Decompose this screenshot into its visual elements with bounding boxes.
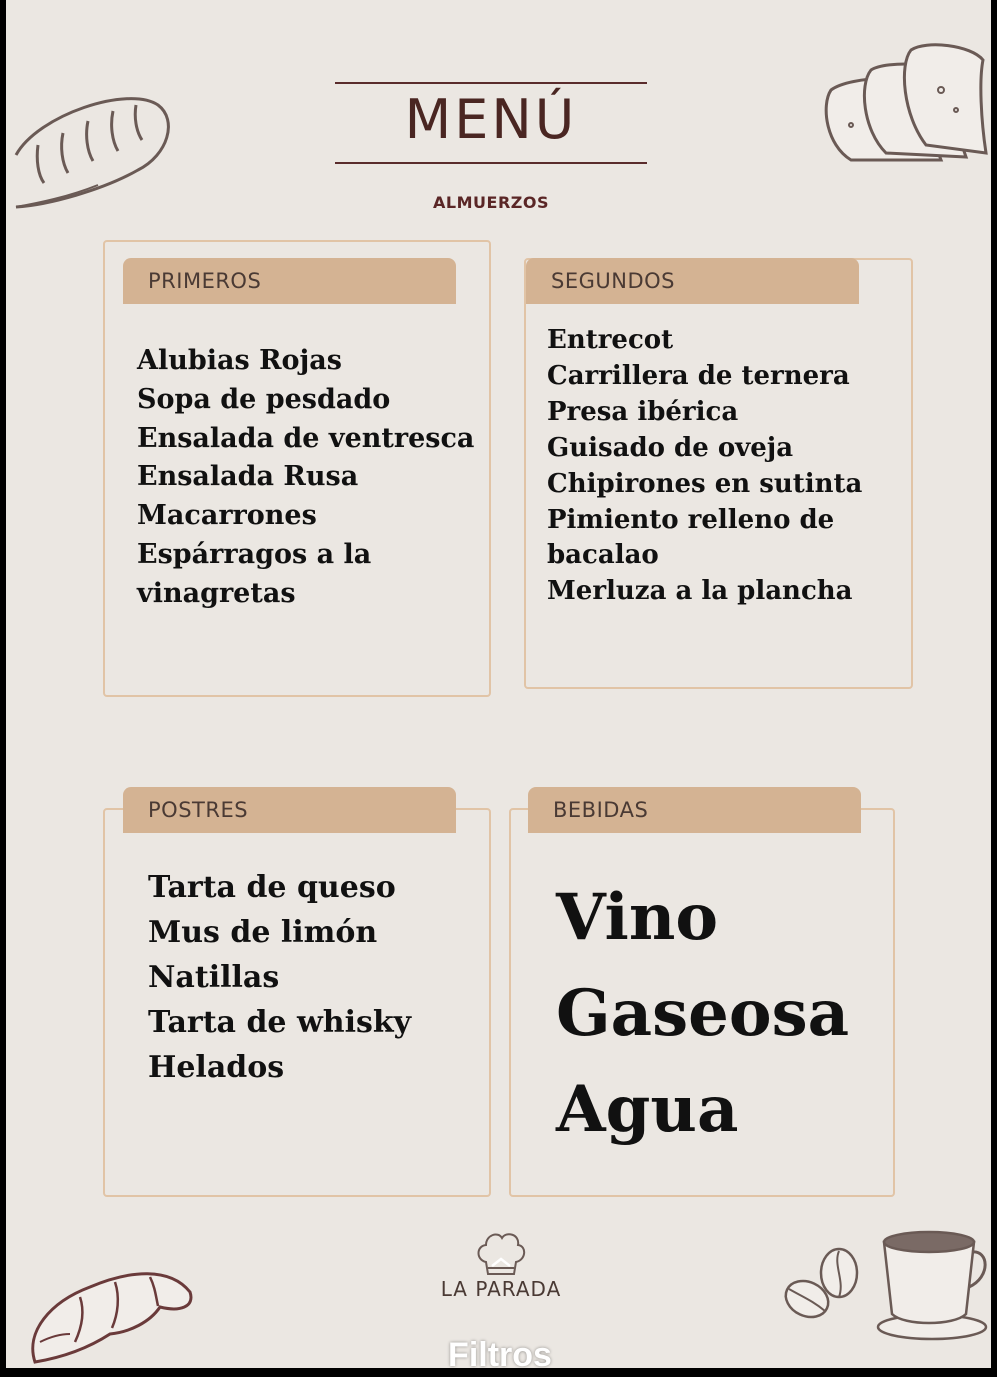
list-item: Tarta de whisky xyxy=(148,1005,412,1040)
title-rule-top xyxy=(335,82,647,84)
postres-tab: POSTRES xyxy=(123,787,456,833)
list-item: Helados xyxy=(148,1050,285,1085)
list-item: Presa ibérica xyxy=(547,396,739,427)
list-item: Pimiento relleno de xyxy=(547,504,835,535)
segundos-tab: SEGUNDOS xyxy=(526,258,859,304)
list-item: Espárragos a la xyxy=(137,538,372,570)
bebidas-list xyxy=(556,870,849,1158)
coffee-beans-icon xyxy=(781,1245,866,1325)
segundos-list xyxy=(547,323,862,610)
list-item: bacalao xyxy=(547,540,659,571)
primeros-list xyxy=(137,342,474,614)
list-item: Chipirones en sutinta xyxy=(547,468,863,499)
brand-name: LA PARADA xyxy=(440,1277,562,1301)
list-item: Natillas xyxy=(148,960,280,995)
list-item: Agua xyxy=(556,1072,739,1147)
list-item: Merluza a la plancha xyxy=(547,576,853,607)
page-subtitle: ALMUERZOS xyxy=(433,193,549,212)
postres-list xyxy=(148,865,411,1090)
filters-button[interactable]: Filtros xyxy=(448,1336,552,1374)
list-item: Ensalada Rusa xyxy=(137,461,359,493)
croissant-icon xyxy=(20,1262,200,1368)
list-item: Gaseosa xyxy=(556,976,850,1051)
toast-slices-icon xyxy=(811,35,991,170)
coffee-cup-icon xyxy=(874,1222,991,1344)
list-item: Vino xyxy=(556,880,719,955)
list-item: Ensalada de ventresca xyxy=(137,422,475,454)
bebidas-tab: BEBIDAS xyxy=(528,787,861,833)
list-item: Tarta de queso xyxy=(148,870,396,905)
list-item: vinagretas xyxy=(137,577,296,609)
list-item: Mus de limón xyxy=(148,915,378,950)
title-rule-bottom xyxy=(335,162,647,164)
page-title: MENÚ xyxy=(404,88,578,151)
list-item: Entrecot xyxy=(547,325,674,355)
list-item: Alubias Rojas xyxy=(137,345,342,376)
list-item: Guisado de oveja xyxy=(547,432,794,463)
chef-hat-icon xyxy=(474,1228,528,1280)
list-item: Macarrones xyxy=(137,500,317,532)
primeros-tab: PRIMEROS xyxy=(123,258,456,304)
list-item: Sopa de pesdado xyxy=(137,383,391,415)
baguette-icon xyxy=(8,85,178,215)
menu-page xyxy=(6,0,991,1368)
list-item: Carrillera de ternera xyxy=(547,360,850,391)
